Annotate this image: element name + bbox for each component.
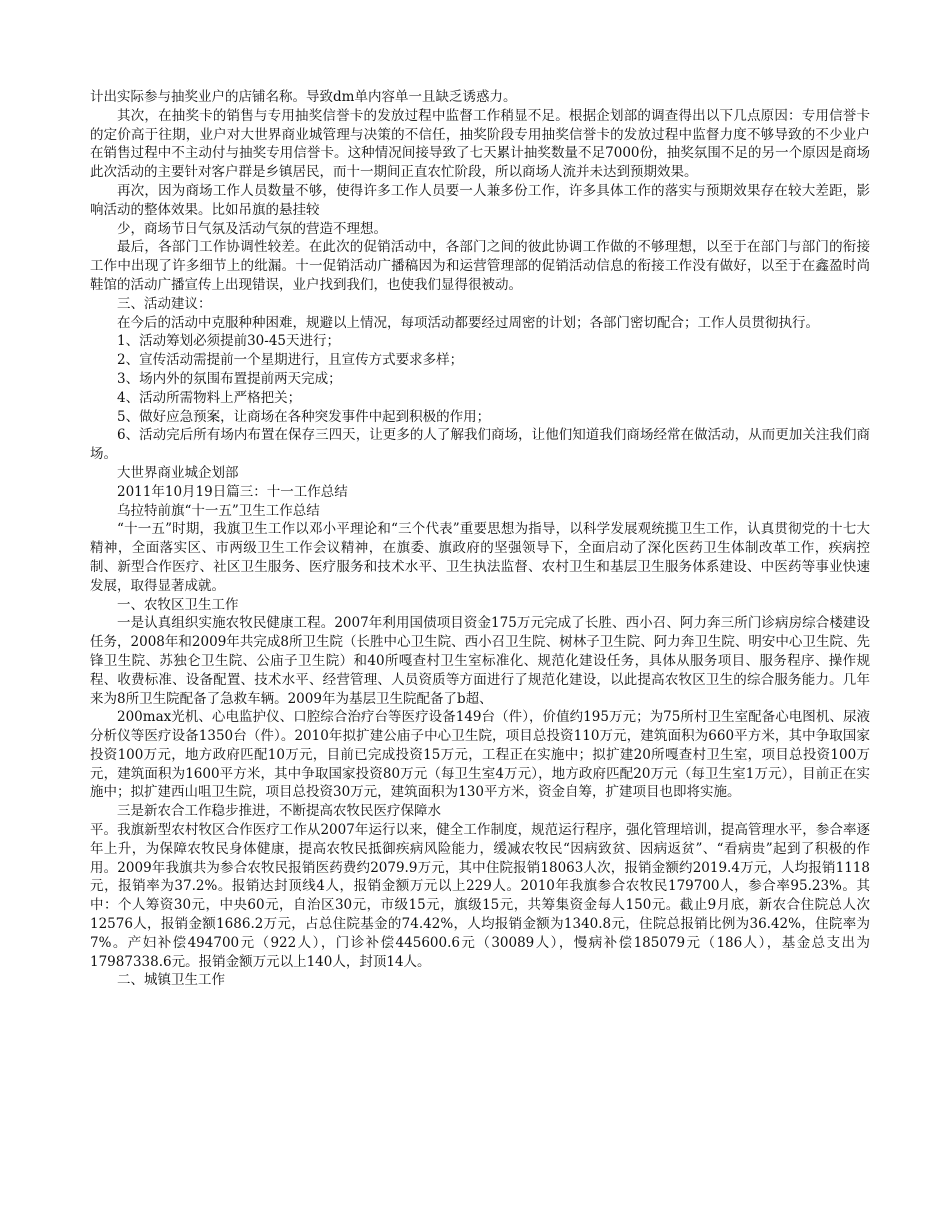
section-heading: 二、城镇卫生工作	[117, 972, 225, 989]
list-item: 3、场内外的氛围布置提前两天完成；	[117, 370, 342, 387]
document-title: 乌拉特前旗“十一五”卫生工作总结	[117, 502, 320, 519]
document-page	[90, 88, 870, 990]
paragraph: 三是新农合工作稳步推进，不断提高农牧民医疗保障水	[117, 803, 441, 820]
paragraph: 最后，各部门工作协调性较差。在此次的促销活动中，各部门之间的彼此协调工作做的不够理想，以至于在部门与部门的衔接工作中出现了许多细节上的纰漏。十一促销活动广播稿因为和运营管理部的促销活动信息的衔接工作没有做好，以至于在鑫盈时尚鞋馆的活动广播宣传上出现错误，业户找到我们，也使我们显得很被动。	[90, 239, 870, 293]
list-item: 5、做好应急预案，让商场在各种突发事件中起到积极的作用；	[117, 408, 491, 425]
list-item: 4、活动所需物料上严格把关；	[117, 389, 302, 406]
paragraph: 再次，因为商场工作人员数量不够，使得许多工作人员要一人兼多份工作，许多具体工作的落实与预期效果存在较大差距，影响活动的整体效果。比如吊旗的悬挂较	[90, 182, 870, 218]
date-line: 2011年10月19日篇三：十一工作总结	[117, 483, 348, 500]
section-heading: 一、农牧区卫生工作	[117, 596, 239, 613]
list-item: 1、活动筹划必须提前30-45天进行；	[117, 333, 341, 350]
paragraph: 其次，在抽奖卡的销售与专用抽奖信誉卡的发放过程中监督工作稍显不足。根据企划部的调查得出以下几点原因：专用信誉卡的定价高于往期，业户对大世界商业城管理与决策的不信任，抽奖阶段专用抽奖信誉卡的发放过程中监督力度不够导致的不少业户在销售过程中不主动付与抽奖专用信誉卡。这种情况间接导致了七天累计抽奖数量不足7000份，抽奖氛围不足的另一个原因是商场此次活动的主要针对客户群是乡镇居民，而十一期间正直农忙阶段，所以商场人流并未达到预期效果。	[90, 107, 870, 181]
paragraph: 平。我旗新型农村牧区合作医疗工作从2007年运行以来，健全工作制度，规范运行程序，强化管理培训，提高管理水平，参合率逐年上升，为保障农牧民身体健康，提高农牧民抵御疾病风险能力，缓减农牧民“因病致贫、因病返贫”、“看病贵”起到了积极的作用。2009年我旗共为参合农牧民报销医药费约2079.9万元，其中住院报销18063人次，报销金额约2019.4万元，人均报销1118元，报销率为37.2%。报销达封顶线4人，报销金额万元以上229人。2010年我旗参合农牧民179700人，参合率95.23%。其中：个人筹资30元，中央60元，自治区30元，市级15元，旗级15元，共筹集资金每人150元。截止9月底，新农合住院总人次12576人，报销金额1686.2万元，占总住院基金的74.42%，人均报销金额为1340.8元，住院总报销比例为36.42%，住院率为7%。产妇补偿494700元（922人），门诊补偿445600.6元（30089人），慢病补偿185079元（186人），基金总支出为17987338.6元。报销金额万元以上140人，封顶14人。	[90, 822, 870, 970]
paragraph: 少，商场节日气氛及活动气氛的营造不理想。	[117, 220, 387, 237]
paragraph: 200max光机、心电监护仪、口腔综合治疗台等医疗设备149台（件），价值约195万元；为75所村卫生室配备心电图机、尿液分析仪等医疗设备1350台（件）。2010年拟扩建公庙子中心卫生院，项目总投资110万元，建筑面积为660平方米，其中争取国家投资100万元，地方政府匹配10万元，目前已完成投资15万元，工程正在实施中；拟扩建20所嘎查村卫生室，项目总投资100万元，建筑面积为1600平方米，其中争取国家投资80万元（每卫生室4万元），地方政府匹配20万元（每卫生室1万元），目前正在实施中；拟扩建西山咀卫生院，项目总投资30万元，建筑面积为130平方米，资金自筹，扩建项目也即将实施。	[90, 709, 870, 801]
list-item: 6、活动完后所有场内布置在保存三四天，让更多的人了解我们商场，让他们知道我们商场经常在做活动，从而更加关注我们商场。	[90, 427, 870, 463]
section-heading: 三、活动建议：	[117, 295, 212, 312]
paragraph: 在今后的活动中克服种种困难，规避以上情况，每项活动都要经过周密的计划；各部门密切配合；工作人员贯彻执行。	[117, 314, 819, 331]
signature-department: 大世界商业城企划部	[117, 464, 239, 481]
paragraph: 一是认真组织实施农牧民健康工程。2007年利用国债项目资金175万元完成了长胜、西小召、阿力奔三所门诊病房综合楼建设任务，2008年和2009年共完成8所卫生院（长胜中心卫生院、西小召卫生院、树林子卫生院、阿力奔卫生院、明安中心卫生院、先锋卫生院、苏独仑卫生院、公庙子卫生院）和40所嘎查村卫生室标准化、规范化建设任务，具体从服务项目、服务程序、操作规程、收费标准、设备配置、技术水平、经营管理、人员资质等方面进行了规范化建设，以此提高农牧区卫生的综合服务能力。几年来为8所卫生院配备了急救车辆。2009年为基层卫生院配备了b超、	[90, 615, 870, 707]
list-item: 2、宣传活动需提前一个星期进行，且宣传方式要求多样；	[117, 352, 464, 369]
paragraph: 计出实际参与抽奖业户的店铺名称。导致dm单内容单一且缺乏诱惑力。	[90, 89, 517, 105]
paragraph: “十一五”时期，我旗卫生工作以邓小平理论和“三个代表”重要思想为指导，以科学发展观统揽卫生工作，认真贯彻党的十七大精神，全面落实区、市两级卫生工作会议精神，在旗委、旗政府的坚强领导下，全面启动了深化医药卫生体制改革工作，疾病控制、新型合作医疗、社区卫生服务、医疗服务和技术水平、卫生执法监督、农村卫生和基层卫生服务体系建设、中医药等事业快速发展，取得显著成就。	[90, 521, 870, 594]
